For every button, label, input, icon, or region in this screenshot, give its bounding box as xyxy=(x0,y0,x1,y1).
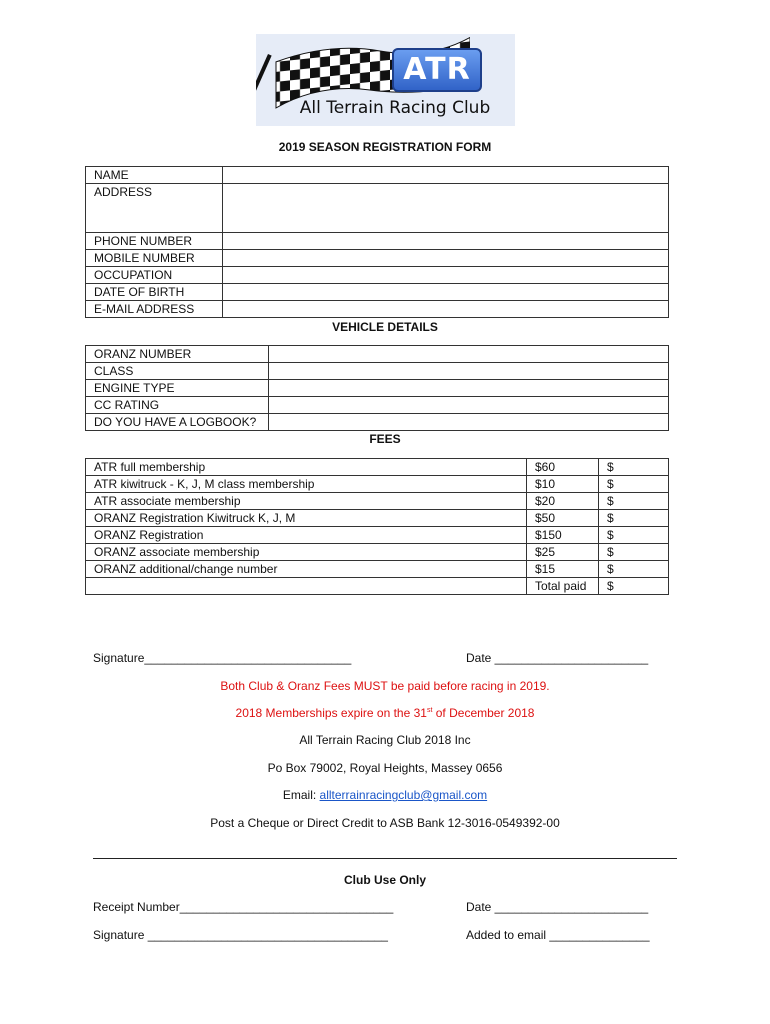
fees-heading: FEES xyxy=(369,432,401,446)
engine-label: ENGINE TYPE xyxy=(86,380,269,397)
total-paid-field[interactable]: $ xyxy=(599,578,669,595)
fee-paid-field[interactable]: $ xyxy=(599,527,669,544)
oranz-field[interactable] xyxy=(269,346,669,363)
class-label: CLASS xyxy=(86,363,269,380)
fee-row xyxy=(86,510,669,527)
fee-row xyxy=(86,493,669,510)
bank-details: Post a Cheque or Direct Credit to ASB Bank 12-3016-0549392-00 xyxy=(210,816,560,830)
email-link[interactable]: allterrainracingclub@gmail.com xyxy=(319,788,488,802)
fee-label: ATR kiwitruck - K, J, M class membership xyxy=(86,476,527,493)
club-inc: All Terrain Racing Club 2018 Inc xyxy=(299,733,471,747)
fee-row xyxy=(86,476,669,493)
oranz-label: ORANZ NUMBER xyxy=(86,346,269,363)
fee-price: $10 xyxy=(527,476,599,493)
signature-line[interactable]: Signature_______________________________ xyxy=(93,651,352,665)
fee-price: $150 xyxy=(527,527,599,544)
postal-address: Po Box 79002, Royal Heights, Massey 0656 xyxy=(267,761,503,775)
fee-paid-field[interactable]: $ xyxy=(599,544,669,561)
logbook-field[interactable] xyxy=(269,414,669,431)
occupation-label: OCCUPATION xyxy=(86,267,223,284)
logbook-label: DO YOU HAVE A LOGBOOK? xyxy=(86,414,269,431)
total-label: Total paid xyxy=(527,578,599,595)
email-field[interactable] xyxy=(223,301,669,318)
phone-label: PHONE NUMBER xyxy=(86,233,223,250)
email-prefix: Email: xyxy=(282,788,320,802)
date-line[interactable]: Date _______________________ xyxy=(466,651,649,665)
fee-paid-field[interactable]: $ xyxy=(599,493,669,510)
fee-price: $20 xyxy=(527,493,599,510)
class-field[interactable] xyxy=(269,363,669,380)
fee-row xyxy=(86,544,669,561)
fee-price: $15 xyxy=(527,561,599,578)
dob-field[interactable] xyxy=(223,284,669,301)
fee-label: ORANZ additional/change number xyxy=(86,561,527,578)
cc-label: CC RATING xyxy=(86,397,269,414)
logo-badge: ATR xyxy=(392,48,482,92)
address-label: ADDRESS xyxy=(86,184,223,233)
expiry-notice xyxy=(0,706,770,720)
email-label: E-MAIL ADDRESS xyxy=(86,301,223,318)
fees-table xyxy=(85,458,669,595)
fee-label: ATR full membership xyxy=(86,459,527,476)
fees-notice: Both Club & Oranz Fees MUST be paid before racing in 2019. xyxy=(220,679,550,693)
form-title: 2019 SEASON REGISTRATION FORM xyxy=(278,140,492,154)
name-field[interactable] xyxy=(223,167,669,184)
added-to-email-line[interactable]: Added to email _______________ xyxy=(466,928,650,942)
fee-label: ORANZ Registration Kiwitruck K, J, M xyxy=(86,510,527,527)
receipt-number-line[interactable]: Receipt Number________________________________ xyxy=(93,900,394,914)
fee-row xyxy=(86,527,669,544)
address-field[interactable] xyxy=(223,184,669,233)
fee-row xyxy=(86,561,669,578)
fee-paid-field[interactable]: $ xyxy=(599,476,669,493)
dob-label: DATE OF BIRTH xyxy=(86,284,223,301)
personal-details-table xyxy=(85,166,669,318)
fee-label: ORANZ Registration xyxy=(86,527,527,544)
club-use-heading: Club Use Only xyxy=(343,873,426,887)
divider xyxy=(93,858,677,859)
fee-row xyxy=(86,459,669,476)
mobile-field[interactable] xyxy=(223,250,669,267)
club-signature-line[interactable]: Signature ____________________________________ xyxy=(93,928,388,942)
club-date-line[interactable]: Date _______________________ xyxy=(466,900,649,914)
vehicle-heading: VEHICLE DETAILS xyxy=(332,320,438,334)
phone-field[interactable] xyxy=(223,233,669,250)
engine-field[interactable] xyxy=(269,380,669,397)
occupation-field[interactable] xyxy=(223,267,669,284)
total-blank xyxy=(86,578,527,595)
fee-price: $60 xyxy=(527,459,599,476)
vehicle-details-table xyxy=(85,345,669,431)
fee-paid-field[interactable]: $ xyxy=(599,561,669,578)
fee-paid-field[interactable]: $ xyxy=(599,510,669,527)
expiry-text: 2018 Memberships expire on the 31 xyxy=(235,706,427,720)
mobile-label: MOBILE NUMBER xyxy=(86,250,223,267)
expiry-text-end: of December 2018 xyxy=(432,706,535,720)
fee-price: $50 xyxy=(527,510,599,527)
contact-email xyxy=(0,788,770,802)
logo-club-name: All Terrain Racing Club xyxy=(299,98,491,118)
expiry-suffix: st xyxy=(426,707,433,714)
fee-price: $25 xyxy=(527,544,599,561)
cc-field[interactable] xyxy=(269,397,669,414)
club-logo xyxy=(256,34,515,126)
fee-label: ATR associate membership xyxy=(86,493,527,510)
fee-label: ORANZ associate membership xyxy=(86,544,527,561)
name-label: NAME xyxy=(86,167,223,184)
fee-paid-field[interactable]: $ xyxy=(599,459,669,476)
